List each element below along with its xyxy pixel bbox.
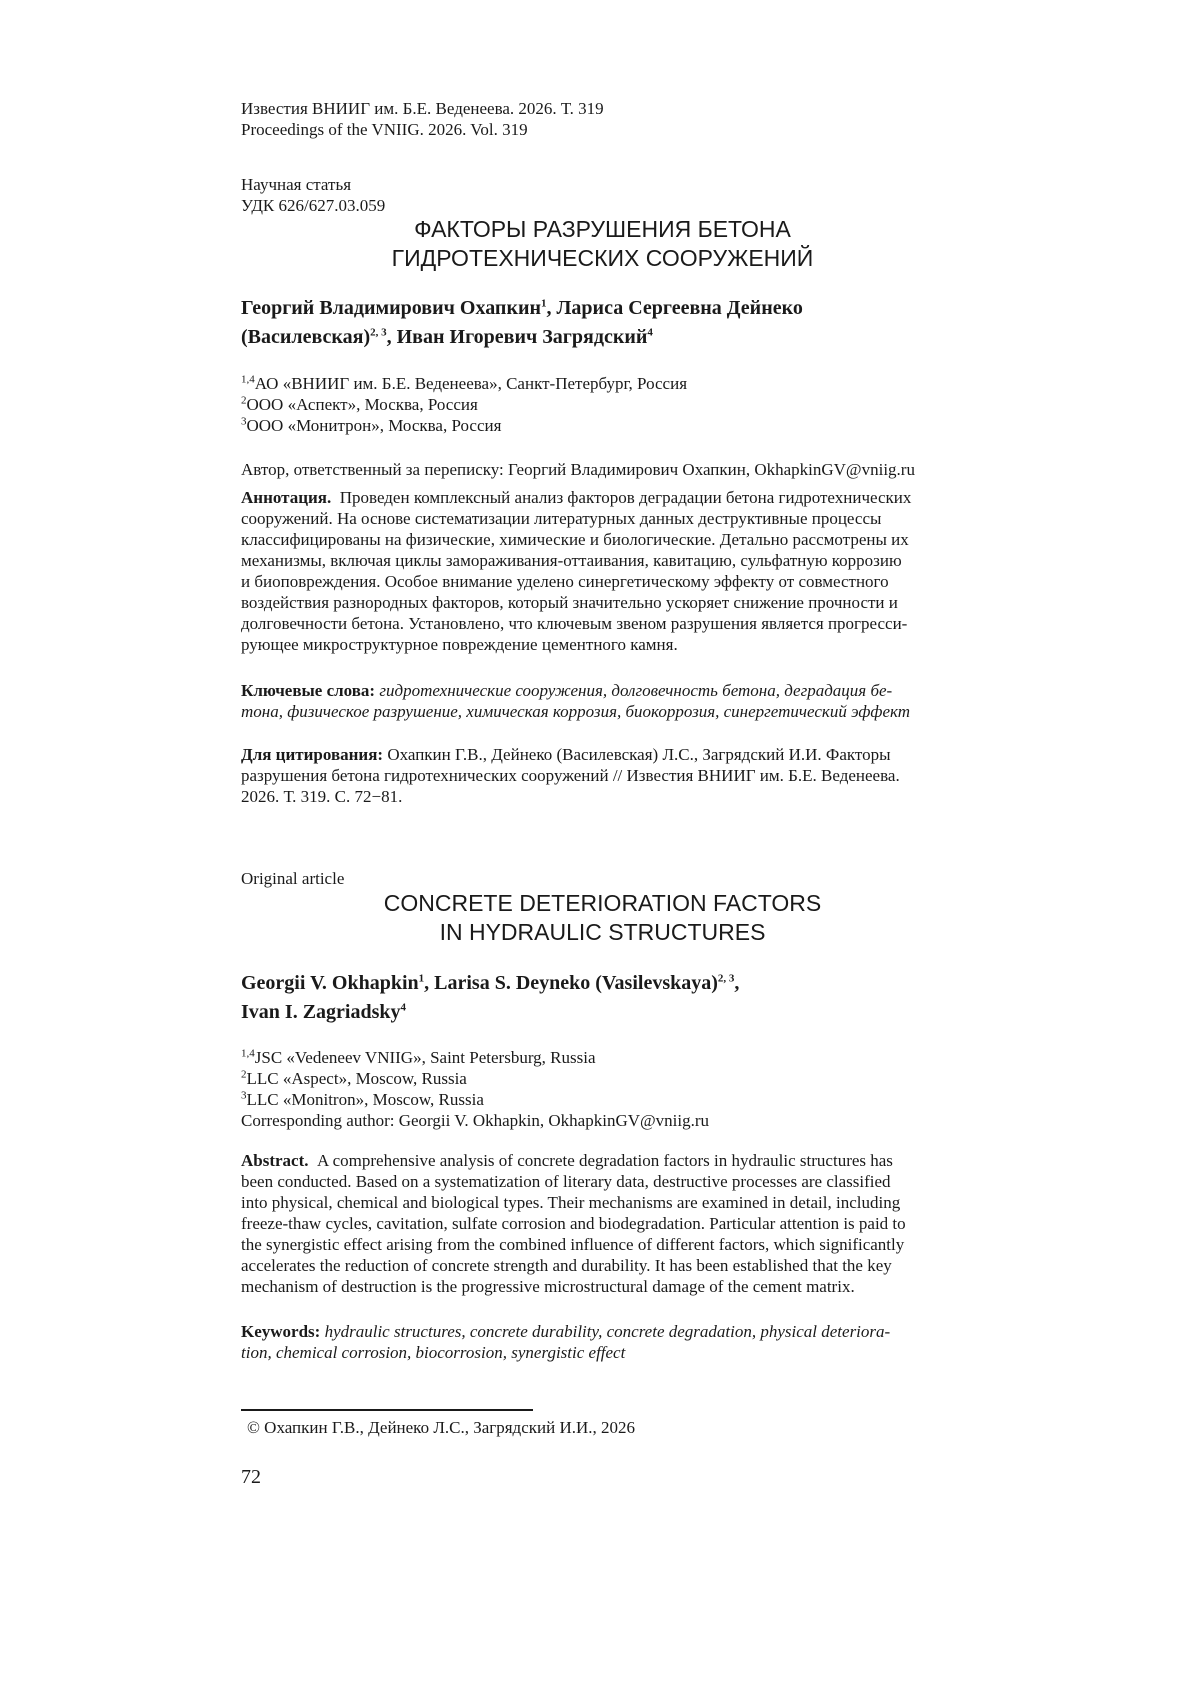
author-sup: 1: [418, 972, 425, 985]
affiliation-item: $^3$ООО «Монитрон», Москва, Россия: [241, 415, 502, 435]
title-line: IN HYDRAULIC STRUCTURES: [439, 919, 766, 945]
article-type-en-wrap: [241, 868, 964, 889]
author-sup: 4: [647, 326, 653, 339]
citation-line: Для цитирования: Охапкин Г.В., Дейнеко (Василевская) Л.С., Загрядский И.И. Факторы: [241, 745, 891, 764]
article-type-ru: Научная статья: [241, 175, 352, 194]
journal-name-en: Proceedings of the VNIIG. 2026. Vol. 319: [241, 120, 528, 139]
title-line: CONCRETE DETERIORATION FACTORS: [383, 890, 822, 916]
author-name: Larisa S. Deyneko (Vasilevskaya): [434, 972, 718, 994]
authors-line: Георгий Владимирович Охапкин$^1$, Лариса Сергеевна Дейнеко: [241, 297, 803, 319]
page-title-en: [241, 889, 964, 947]
author-name: Ivan I. Zagriadsky: [241, 1001, 401, 1023]
keywords-line: tion, chemical corrosion, biocorrosion, synergistic effect: [241, 1343, 626, 1362]
citation-line: 2026. Т. 319. С. 72−81.: [241, 787, 403, 806]
abstract-line: into physical, chemical and biological types. Their mechanisms are examined in detail, including: [241, 1193, 901, 1212]
affiliation-item: $^{1,4}$JSC «Vedeneev VNIIG», Saint Petersburg, Russia: [241, 1047, 596, 1067]
journal-header: [241, 98, 964, 140]
authors-line: (Василевская)$^{2, 3}$, Иван Игоревич Загрядский$^4$: [241, 326, 653, 348]
author-name: (Василевская): [241, 326, 371, 348]
footnote-copyright: © Охапкин Г.В., Дейнеко Л.С., Загрядский И.И., 2026: [247, 1418, 636, 1437]
page-number: 72: [241, 1466, 261, 1488]
keywords-label: Ключевые слова:: [241, 681, 376, 700]
author-sup: 2, 3: [370, 326, 387, 339]
abstract-ru: [241, 487, 964, 655]
affiliation-item: $^3$LLC «Monitron», Moscow, Russia: [241, 1089, 484, 1109]
footnote-divider: [241, 1409, 533, 1411]
authors-en: [241, 969, 964, 1027]
author-sup: 4: [400, 1001, 406, 1014]
abstract-en: [241, 1150, 964, 1297]
authors-ru: [241, 294, 964, 352]
affiliations-ru: [241, 373, 964, 436]
abstract-line: the synergistic effect arising from the combined influence of different factors, which significantly: [241, 1235, 905, 1254]
abstract-line: freeze-thaw cycles, cavitation, sulfate corrosion and biodegradation. Particular attention is paid to: [241, 1214, 906, 1233]
abstract-line: воздействия разнородных факторов, который значительно ускоряет снижение прочности и: [241, 593, 898, 612]
title-line: ФАКТОРЫ РАЗРУШЕНИЯ БЕТОНА: [414, 216, 791, 242]
author-name: Лариса Сергеевна Дейнеко: [556, 297, 803, 319]
corresponding-author-en: Corresponding author: Georgii V. Okhapkin, OkhapkinGV@vniig.ru: [241, 1111, 710, 1130]
abstract-line: механизмы, включая циклы замораживания-оттаивания, кавитацию, сульфатную коррозию: [241, 551, 902, 570]
keywords-line: Keywords: hydraulic structures, concrete durability, concrete degradation, physical deteriora-: [241, 1322, 891, 1341]
abstract-line: been conducted. Based on a systematization of literary data, destructive processes are classified: [241, 1172, 891, 1191]
abstract-line: accelerates the reduction of concrete strength and durability. It has been established that the key: [241, 1256, 892, 1275]
abstract-label: Abstract.: [241, 1151, 309, 1170]
author-name: Георгий Владимирович Охапкин: [241, 297, 542, 319]
page-title-ru: [241, 215, 964, 273]
affiliation-item: $^2$LLC «Aspect», Moscow, Russia: [241, 1068, 467, 1088]
abstract-line: рующее микроструктурное повреждение цементного камня.: [241, 635, 678, 654]
affiliation-item: $^{1,4}$АО «ВНИИГ им. Б.Е. Веденеева», Санкт-Петербург, Россия: [241, 373, 688, 393]
abstract-line: Abstract. A comprehensive analysis of concrete degradation factors in hydraulic structures has: [241, 1151, 893, 1170]
keywords-en: [241, 1321, 964, 1363]
abstract-line: Аннотация. Проведен комплексный анализ факторов деградации бетона гидротехнических: [241, 488, 912, 507]
author-name: Иван Игоревич Загрядский: [396, 326, 648, 348]
citation-label: Для цитирования:: [241, 745, 384, 764]
udc-code: УДК 626/627.03.059: [241, 196, 386, 215]
abstract-line: и биоповреждения. Особое внимание уделено синергетическому эффекту от совместного: [241, 572, 889, 591]
authors-line: [241, 998, 964, 1027]
title-line: ГИДРОТЕХНИЧЕСКИХ СООРУЖЕНИЙ: [391, 245, 814, 271]
abstract-line: сооружений. На основе систематизации литературных данных деструктивные процессы: [241, 509, 882, 528]
article-meta-ru: [241, 174, 964, 216]
abstract-line: mechanism of destruction is the progressive microstructural damage of the cement matrix.: [241, 1277, 855, 1296]
abstract-line: классифицированы на физические, химические и биологические. Детально рассмотрены их: [241, 530, 909, 549]
abstract-label: Аннотация.: [241, 488, 332, 507]
keywords-line: тона, физическое разрушение, химическая коррозия, биокоррозия, синергетический эффект: [241, 702, 911, 721]
article-type-en: Original article: [241, 869, 345, 888]
author-name: Georgii V. Okhapkin: [241, 972, 419, 994]
citation-ru: [241, 744, 964, 807]
affiliations-en: [241, 1047, 964, 1131]
abstract-line: долговечности бетона. Установлено, что ключевым звеном разрушения является прогресси-: [241, 614, 908, 633]
author-sup: 1: [541, 297, 547, 310]
journal-name-ru: Известия ВНИИГ им. Б.Е. Веденеева. 2026. Т. 319: [241, 99, 604, 118]
keywords-ru: [241, 680, 964, 722]
keywords-label: Keywords:: [241, 1322, 321, 1341]
keywords-line: Ключевые слова: гидротехнические сооружения, долговечность бетона, деградация бе-: [241, 681, 893, 700]
authors-line: Georgii V. Okhapkin$^1$, Larisa S. Deyneko (Vasilevskaya)$^{2, 3}$,: [241, 972, 740, 994]
citation-line: разрушения бетона гидротехнических сооружений // Известия ВНИИГ им. Б.Е. Веденеева.: [241, 766, 900, 785]
corresponding-author-ru: Автор, ответственный за переписку: Георгий Владимирович Охапкин, OkhapkinGV@vniig.ru: [241, 460, 915, 479]
affiliation-item: $^2$ООО «Аспект», Москва, Россия: [241, 394, 478, 414]
author-sup: 2, 3: [717, 972, 735, 985]
